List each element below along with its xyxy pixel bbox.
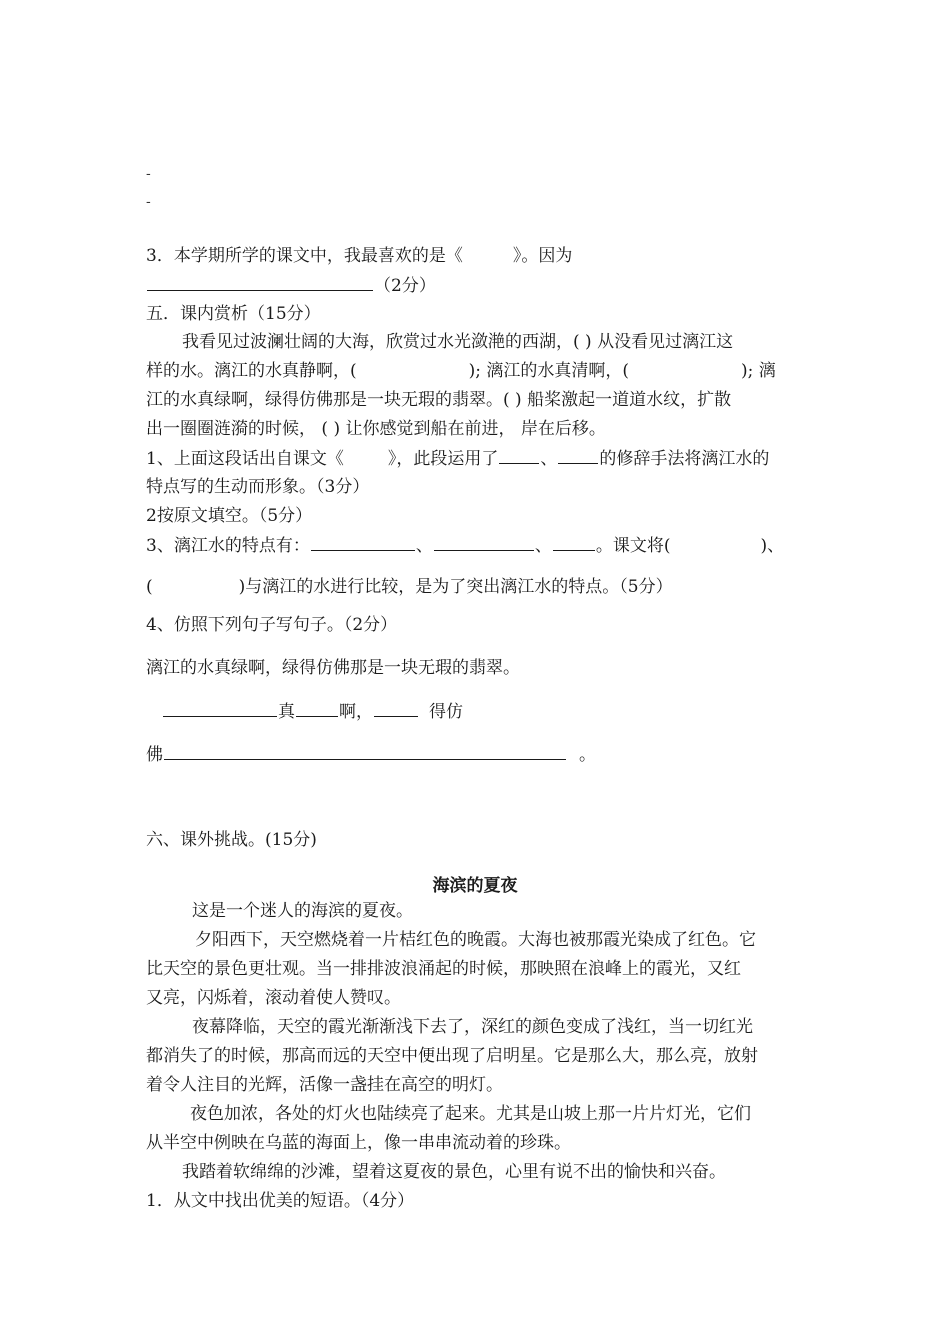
- passage-line: 我踏着软绵绵的沙滩，望着这夏夜的景色，心里有说不出的愉快和兴奋。: [182, 1162, 726, 1182]
- s6-question-1: 1．从文中找出优美的短语。（4分）: [146, 1191, 415, 1211]
- bullet-dash-2: -: [146, 194, 151, 210]
- q3-favorite-line2: [146, 274, 436, 297]
- passage-line: 这是一个迷人的海滨的夏夜。: [192, 901, 413, 921]
- passage-line: 夜色加浓，各处的灯火也陆续亮了起来。尤其是山坡上那一片片灯光，它们: [190, 1104, 751, 1124]
- passage-line: 夕阳西下，天空燃烧着一片桔红色的晚霞。大海也被那霞光染成了红色。它: [195, 930, 756, 950]
- section5-heading: 五．课内赏析（15分）: [146, 304, 321, 324]
- q3-score: （2分）: [374, 276, 436, 296]
- passage-line: 从半空中例映在乌蓝的海面上，像一串串流动着的珍珠。: [146, 1133, 571, 1153]
- answer-blank[interactable]: [311, 534, 415, 551]
- q3-prompt: 3．本学期所学的课文中，我最喜欢的是《: [146, 246, 463, 266]
- s5-question-3-cont: ( )与漓江的水进行比较，是为了突出漓江水的特点。（5分）: [146, 577, 673, 597]
- q3-because: 》。因为: [512, 246, 573, 266]
- answer-blank[interactable]: [164, 743, 566, 760]
- s5-question-3: 3、漓江水的特点有： 、 、 。课文将( )、: [146, 536, 785, 556]
- answer-blank[interactable]: [553, 534, 595, 551]
- passage-line: 着令人注目的光辉，活像一盏挂在高空的明灯。: [146, 1075, 503, 1095]
- answer-blank[interactable]: [558, 447, 598, 464]
- imitation-line1: 真 啊， 得仿: [162, 700, 463, 723]
- answer-blank[interactable]: [499, 447, 539, 464]
- passage-title: 海滨的夏夜: [432, 876, 518, 896]
- passage-line: 都消失了的时候，那高而远的天空中便出现了启明星。它是那么大，那么亮，放射: [146, 1046, 758, 1066]
- answer-blank[interactable]: [163, 700, 277, 717]
- passage-line: 出一圈圈涟漪的时候， ( ) 让你感觉到船在前进， 岸在后移。: [146, 419, 606, 439]
- s5-question-4: 4、仿照下列句子写句子。（2分）: [146, 615, 398, 635]
- s5-question-1: 1、上面这段话出自课文《 》，此段运用了 、 的修辞手法将漓江水的: [146, 449, 770, 469]
- passage-line: 夜幕降临，天空的霞光渐渐浅下去了，深红的颜色变成了浅红，当一切红光: [192, 1017, 753, 1037]
- answer-blank[interactable]: [296, 700, 338, 717]
- passage-line: 又亮，闪烁着，滚动着使人赞叹。: [146, 988, 401, 1008]
- s5-question-1-cont: 特点写的生动而形象。（3分）: [146, 477, 370, 497]
- answer-blank[interactable]: [434, 534, 534, 551]
- s5-question-2: 2按原文填空。（5分）: [146, 506, 313, 526]
- section6-heading: 六、课外挑战。(15分): [146, 830, 317, 850]
- passage-line: 样的水。漓江的水真静啊，( ); 漓江的水真清啊，( ); 漓: [146, 361, 776, 381]
- passage-line: 我看见过波澜壮阔的大海，欣赏过水光潋滟的西湖，( ) 从没看见过漓江这: [182, 332, 734, 352]
- bullet-dash-1: -: [146, 166, 151, 182]
- answer-blank[interactable]: [147, 274, 373, 291]
- imitation-line2: 佛 。: [146, 745, 596, 765]
- answer-blank[interactable]: [374, 700, 418, 717]
- passage-line: 江的水真绿啊，绿得仿佛那是一块无瑕的翡翠。( ) 船桨激起一道道水纹，扩散: [146, 390, 732, 410]
- example-sentence: 漓江的水真绿啊，绿得仿佛那是一块无瑕的翡翠。: [146, 658, 520, 678]
- q3-favorite-line1: [146, 245, 572, 267]
- passage-line: 比天空的景色更壮观。当一排排波浪涌起的时候，那映照在浪峰上的霞光，又红: [146, 959, 741, 979]
